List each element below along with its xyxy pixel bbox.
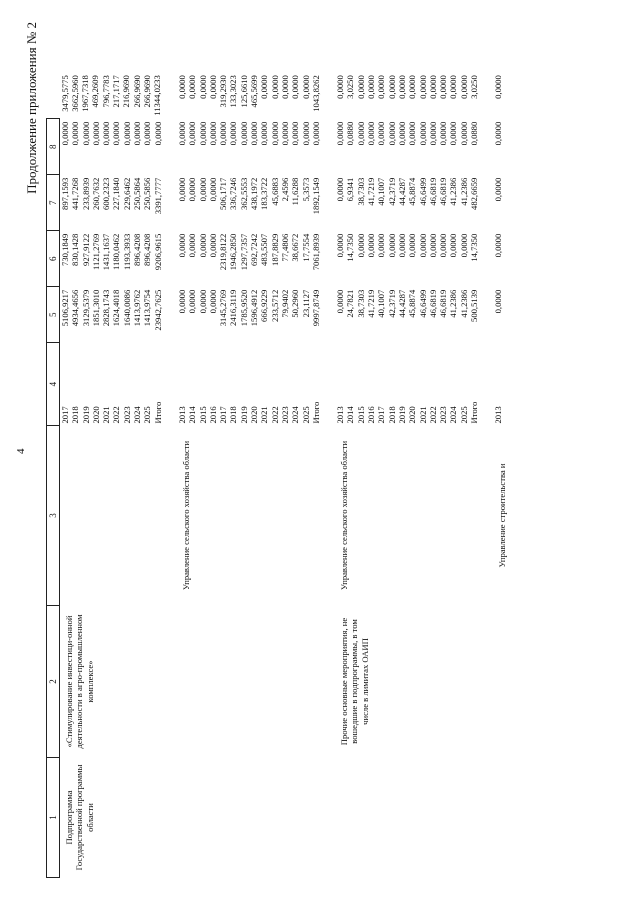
program-block — [493, 72, 507, 877]
total-amount-value: 233,5712 — [269, 289, 280, 322]
regional-budget-column — [493, 175, 507, 231]
total-amount-value: 46,6819 — [427, 289, 438, 318]
extra-budget-value: 3,0250 — [345, 75, 356, 99]
federal-budget-value: 0,0000 — [386, 233, 397, 258]
federal-budget-value: 187,8829 — [269, 233, 280, 266]
regional-budget-value: 0,0000 — [493, 177, 504, 202]
total-amount-value: 1640,0086 — [121, 289, 132, 327]
total-amount-column — [60, 287, 163, 399]
year-value: 2022 — [111, 406, 122, 424]
extra-budget-value: 0,0000 — [493, 75, 504, 99]
federal-budget-value: 0,0000 — [458, 233, 469, 258]
extra-budget-value: 0,0000 — [300, 75, 311, 99]
local-budget-value: 0,0000 — [60, 121, 70, 146]
federal-budget-value: 0,0000 — [448, 233, 459, 258]
extra-budget-value: 0,0000 — [259, 75, 270, 99]
local-budget-value: 0,0000 — [279, 121, 290, 146]
local-budget-value: 0,0000 — [310, 121, 321, 146]
year-value: 2017 — [60, 406, 70, 424]
federal-budget-value: 1121,2769 — [90, 233, 101, 270]
extra-budget-value: 216,9690 — [121, 75, 132, 108]
total-amount-value: 79,9402 — [279, 289, 290, 318]
local-budget-value: 0,0000 — [493, 121, 504, 146]
year-column — [493, 399, 507, 426]
extra-budget-value: 0,0000 — [197, 75, 208, 99]
responsible-executor-cell: Управление сельского хозяйства области — [339, 440, 350, 591]
regional-budget-value: 227,1840 — [111, 177, 122, 210]
total-amount-value: 42,3719 — [386, 289, 397, 318]
local-budget-value: 0,0000 — [80, 121, 91, 146]
extra-budget-value: 266,9690 — [141, 75, 152, 108]
local-budget-value: 0,0000 — [427, 121, 438, 146]
local-budget-value: 0,0000 — [458, 121, 469, 146]
federal-budget-value: 0,0000 — [335, 233, 346, 258]
regional-budget-value: 336,7246 — [228, 177, 239, 210]
year-value: 2020 — [407, 406, 418, 424]
responsible-executor-cell — [60, 426, 163, 606]
program-name-cell: Прочие основные мероприятия, не вошедшие в подпрограммы, в том числе в лимитах ОАИП — [339, 617, 370, 746]
regional-budget-value: 40,1007 — [376, 177, 387, 206]
total-amount-value: 4934,4656 — [70, 289, 81, 327]
extra-budget-value: 0,0000 — [176, 75, 187, 99]
local-budget-value: 0,0000 — [121, 121, 132, 146]
total-amount-value: 50,2960 — [290, 289, 301, 318]
year-value: 2019 — [396, 406, 407, 424]
total-amount-column — [335, 287, 479, 399]
local-budget-value: 0,0000 — [290, 121, 301, 146]
federal-budget-value: 927,9122 — [80, 233, 91, 266]
extra-budget-value: 0,0000 — [386, 75, 397, 99]
column-header: 4 — [47, 343, 60, 426]
federal-budget-value: 14,7350 — [345, 233, 356, 262]
extra-budget-value: 3,0250 — [468, 75, 479, 99]
regional-budget-value: 183,3722 — [259, 177, 270, 210]
total-amount-value: 1596,4912 — [249, 289, 260, 327]
federal-budget-column — [493, 231, 507, 287]
rotated-document-page — [10, 12, 630, 892]
federal-budget-column — [335, 231, 479, 287]
local-budget-value: 0,0000 — [355, 121, 366, 146]
regional-budget-value: 41,2386 — [448, 177, 459, 206]
year-value: 2023 — [279, 406, 290, 424]
year-value: 2015 — [355, 406, 366, 424]
federal-budget-value: 0,0000 — [438, 233, 449, 258]
total-amount-value: 1785,9520 — [238, 289, 249, 327]
regional-budget-value: 482,6659 — [468, 177, 479, 210]
column-header: 7 — [47, 175, 60, 231]
federal-budget-value: 14,7350 — [468, 233, 479, 262]
year-value: 2021 — [417, 406, 428, 424]
extra-budget-value: 125,6610 — [238, 75, 249, 108]
extra-budget-value: 217,1717 — [110, 75, 121, 108]
total-amount-value: 0,0000 — [176, 289, 187, 314]
program-block — [60, 72, 163, 877]
federal-budget-value: 692,7242 — [249, 233, 260, 266]
regional-budget-value: 229,6462 — [121, 177, 132, 210]
regional-budget-column — [177, 175, 321, 231]
extra-budget-value: 0,0000 — [448, 75, 459, 99]
column-header: 6 — [47, 231, 60, 287]
column-header: 8 — [47, 119, 60, 175]
responsible-executor-cell: Управление сельского хозяйства области — [180, 440, 191, 591]
local-budget-value: 0,0000 — [407, 121, 418, 146]
year-value: 2023 — [121, 406, 132, 424]
extra-budget-value: 3662,5960 — [69, 75, 80, 112]
year-value: 2022 — [427, 406, 438, 424]
federal-budget-value: 0,0000 — [417, 233, 428, 258]
total-amount-value: 2416,3119 — [228, 289, 239, 326]
year-value: 2014 — [345, 406, 356, 424]
total-amount-value: 41,7219 — [366, 289, 377, 318]
local-budget-value: 0,0000 — [238, 121, 249, 146]
federal-budget-column — [60, 231, 163, 287]
local-budget-value: 0,0000 — [142, 121, 153, 146]
federal-budget-value: 1946,2850 — [228, 233, 239, 271]
local-budget-value: 0,0000 — [249, 121, 260, 146]
regional-budget-value: 362,5553 — [238, 177, 249, 210]
local-budget-value: 0,0000 — [111, 121, 122, 146]
extra-budget-value: 0,0000 — [207, 75, 218, 99]
local-budget-value: 0,0000 — [132, 121, 143, 146]
block-spacer — [479, 72, 493, 877]
extra-budget-value: 133,3023 — [228, 75, 239, 108]
federal-budget-value: 896,4208 — [132, 233, 143, 266]
local-budget-value: 0,0000 — [300, 121, 311, 146]
local-budget-value: 0,0000 — [218, 121, 229, 146]
total-amount-value: 23942,7625 — [152, 289, 163, 331]
local-budget-value: 0,0000 — [438, 121, 449, 146]
year-value: 2024 — [132, 406, 143, 424]
local-budget-value: 0,0000 — [366, 121, 377, 146]
federal-budget-value: 1431,1637 — [101, 233, 112, 271]
year-value: 2020 — [90, 406, 101, 424]
year-value: 2024 — [448, 406, 459, 424]
total-amount-value: 46,6819 — [438, 289, 449, 318]
federal-budget-value: 7061,8939 — [310, 233, 321, 271]
local-budget-value: 0,0000 — [70, 121, 81, 146]
program-type-cell — [335, 758, 479, 878]
regional-budget-value: 6,9341 — [345, 177, 356, 202]
extra-budget-value: 0,0000 — [187, 75, 198, 99]
year-value: 2013 — [176, 406, 187, 424]
regional-budget-value: 2,4596 — [279, 177, 290, 202]
extra-budget-value: 0,0000 — [438, 75, 449, 99]
total-amount-value: 0,0000 — [187, 289, 198, 314]
year-column — [177, 399, 321, 426]
program-name-cell — [177, 606, 321, 758]
extra-budget-value: 0,0000 — [355, 75, 366, 99]
extra-budget-value: 469,2609 — [90, 75, 101, 108]
extra-budget-value: 0,0000 — [458, 75, 469, 99]
continuation-title: Продолжение приложения № 2 — [24, 22, 39, 194]
regional-budget-value: 1892,1549 — [310, 177, 321, 215]
total-amount-value: 1413,9762 — [132, 289, 143, 327]
program-block — [177, 72, 321, 877]
extra-budget-value: 0,0000 — [417, 75, 428, 99]
extra-budget-column — [335, 72, 479, 119]
local-budget-column — [493, 119, 507, 175]
extra-budget-value: 0,0000 — [376, 75, 387, 99]
federal-budget-value: 896,4208 — [142, 233, 153, 266]
year-value: 2024 — [290, 406, 301, 424]
total-amount-value: 500,5139 — [468, 289, 479, 322]
year-value: 2021 — [101, 406, 112, 424]
year-value: 2021 — [259, 406, 270, 424]
year-value: 2017 — [218, 406, 229, 424]
total-amount-value: 9997,8749 — [310, 289, 321, 327]
total-amount-value: 23,1127 — [300, 289, 311, 318]
federal-budget-value: 38,6672 — [290, 233, 301, 262]
regional-budget-value: 897,1593 — [60, 177, 70, 210]
total-amount-value: 0,0000 — [207, 289, 218, 314]
federal-budget-value: 0,0000 — [197, 233, 208, 258]
local-budget-value: 0,0000 — [197, 121, 208, 146]
block-spacer — [321, 72, 335, 877]
year-value: Итого — [152, 401, 163, 424]
federal-budget-value: 1193,3933 — [121, 233, 132, 270]
year-value: 2023 — [438, 406, 449, 424]
regional-budget-value: 260,7632 — [90, 177, 101, 210]
program-type-cell — [177, 758, 321, 878]
regional-budget-value: 41,2386 — [458, 177, 469, 206]
regional-budget-value: 0,0000 — [207, 177, 218, 202]
local-budget-value: 0,0000 — [448, 121, 459, 146]
regional-budget-value: 506,1717 — [218, 177, 229, 210]
year-value: 2015 — [197, 406, 208, 424]
regional-budget-value: 3391,7777 — [152, 177, 163, 215]
extra-budget-value: 0,0000 — [269, 75, 280, 99]
extra-budget-value: 266,9690 — [131, 75, 142, 108]
block-spacer — [163, 72, 177, 877]
regional-budget-value: 250,5856 — [142, 177, 153, 210]
extra-budget-value: 0,0000 — [427, 75, 438, 99]
year-value: Итого — [310, 401, 321, 424]
regional-budget-value: 0,0000 — [335, 177, 346, 202]
extra-budget-value: 0,0000 — [407, 75, 418, 99]
total-amount-value: 2828,1743 — [101, 289, 112, 327]
year-value: Итого — [468, 401, 479, 424]
extra-budget-column — [177, 72, 321, 119]
total-amount-value: 666,9229 — [259, 289, 270, 322]
local-budget-value: 0,0000 — [396, 121, 407, 146]
local-budget-value: 0,0000 — [207, 121, 218, 146]
year-value: 2018 — [70, 406, 81, 424]
extra-budget-value: 11344,0233 — [152, 75, 163, 116]
local-budget-value: 0,0000 — [187, 121, 198, 146]
extra-budget-value: 0,0000 — [290, 75, 301, 99]
federal-budget-value: 0,0000 — [176, 233, 187, 258]
local-budget-value: 0,0000 — [376, 121, 387, 146]
federal-budget-value: 830,1428 — [70, 233, 81, 266]
extra-budget-value: 465,5699 — [249, 75, 260, 108]
local-budget-column — [335, 119, 479, 175]
year-value: 2016 — [366, 406, 377, 424]
local-budget-value: 0,0000 — [90, 121, 101, 146]
year-value: 2018 — [228, 406, 239, 424]
year-value: 2013 — [493, 406, 504, 424]
local-budget-value: 0,0000 — [335, 121, 346, 146]
total-amount-value: 45,8874 — [407, 289, 418, 318]
regional-budget-value: 600,2323 — [101, 177, 112, 210]
federal-budget-value: 0,0000 — [366, 233, 377, 258]
regional-budget-value: 45,8874 — [407, 177, 418, 206]
total-amount-value: 5106,9217 — [60, 289, 70, 327]
page-number: 4 — [15, 448, 27, 454]
extra-budget-column — [493, 72, 507, 119]
regional-budget-value: 45,6883 — [269, 177, 280, 206]
federal-budget-value: 483,5507 — [259, 233, 270, 266]
program-type-cell: Подпрограмма Государственной программы области — [64, 764, 95, 871]
program-name-cell: «Стимулирование инвестици-онной деятельности в агро-промышленном комплексе» — [64, 614, 95, 749]
federal-budget-column — [177, 231, 321, 287]
regional-budget-value: 46,6819 — [427, 177, 438, 206]
regional-budget-value: 42,3719 — [386, 177, 397, 206]
extra-budget-value: 0,0000 — [396, 75, 407, 99]
total-amount-value: 0,0000 — [197, 289, 208, 314]
local-budget-value: 0,0000 — [269, 121, 280, 146]
federal-budget-value: 0,0000 — [355, 233, 366, 258]
regional-budget-value: 44,4287 — [396, 177, 407, 206]
federal-budget-value: 0,0000 — [396, 233, 407, 258]
federal-budget-value: 0,0000 — [376, 233, 387, 258]
regional-budget-column — [335, 175, 479, 231]
federal-budget-value: 0,0000 — [187, 233, 198, 258]
local-budget-value: 0,0000 — [152, 121, 163, 146]
program-type-cell — [493, 758, 507, 878]
total-amount-value: 3129,5379 — [80, 289, 91, 327]
year-value: 2019 — [80, 406, 91, 424]
column-header: 3 — [47, 426, 60, 606]
local-budget-value: 0,0000 — [386, 121, 397, 146]
regional-budget-value: 233,8939 — [80, 177, 91, 210]
federal-budget-value: 77,4806 — [279, 233, 290, 262]
column-header: 5 — [47, 287, 60, 343]
year-column — [60, 399, 163, 426]
total-amount-value: 1851,3010 — [90, 289, 101, 327]
regional-budget-value: 0,0000 — [197, 177, 208, 202]
year-value: 2025 — [300, 406, 311, 424]
total-amount-value: 44,4287 — [396, 289, 407, 318]
local-budget-value: 0,0000 — [101, 121, 112, 146]
year-value: 2018 — [386, 406, 397, 424]
extra-budget-value: 319,2930 — [218, 75, 229, 108]
local-budget-value: 0,0880 — [345, 121, 356, 146]
local-budget-column — [60, 119, 163, 175]
column-number-row — [47, 72, 60, 877]
total-amount-value: 1413,9754 — [142, 289, 153, 327]
total-amount-column — [177, 287, 321, 399]
federal-budget-value: 0,0000 — [427, 233, 438, 258]
total-amount-value: 24,7821 — [345, 289, 356, 318]
year-value: 2014 — [187, 406, 198, 424]
column-header: 2 — [47, 606, 60, 758]
year-value: 2016 — [207, 406, 218, 424]
year-value: 2019 — [238, 406, 249, 424]
extra-budget-column — [60, 72, 163, 119]
total-amount-value: 0,0000 — [493, 289, 504, 314]
local-budget-column — [177, 119, 321, 175]
year-value: 2017 — [376, 406, 387, 424]
program-name-cell — [493, 606, 507, 758]
federal-budget-value: 0,0000 — [493, 233, 504, 258]
total-amount-value: 46,6499 — [417, 289, 428, 318]
local-budget-value: 0,0000 — [228, 121, 239, 146]
year-value: 2020 — [249, 406, 260, 424]
extra-budget-value: 3479,5775 — [59, 75, 70, 112]
total-amount-value: 3145,2769 — [218, 289, 229, 327]
regional-budget-value: 38,7303 — [355, 177, 366, 206]
federal-budget-value: 1180,0462 — [111, 233, 122, 270]
program-block — [335, 72, 479, 877]
table-body — [60, 72, 508, 877]
extra-budget-value: 796,7783 — [100, 75, 111, 108]
federal-budget-value: 17,7554 — [300, 233, 311, 262]
regional-budget-column — [60, 175, 163, 231]
federal-budget-value: 1297,7357 — [238, 233, 249, 271]
extra-budget-value: 0,0000 — [279, 75, 290, 99]
federal-budget-value: 2319,8122 — [218, 233, 229, 271]
federal-budget-value: 730,1849 — [60, 233, 70, 266]
federal-budget-value: 9206,9615 — [152, 233, 163, 271]
total-amount-value: 1624,4018 — [111, 289, 122, 327]
column-header: 1 — [47, 758, 60, 878]
responsible-executor-cell: Управление строительства и — [497, 463, 508, 568]
local-budget-value: 0,0000 — [176, 121, 187, 146]
year-value: 2013 — [335, 406, 346, 424]
total-amount-value: 41,2386 — [458, 289, 469, 318]
extra-budget-value: 1967,7318 — [80, 75, 91, 112]
year-value: 2022 — [269, 406, 280, 424]
regional-budget-value: 41,7219 — [366, 177, 377, 206]
local-budget-value: 0,0000 — [259, 121, 270, 146]
total-amount-value: 40,1007 — [376, 289, 387, 318]
year-column — [335, 399, 479, 426]
federal-budget-value: 0,0000 — [407, 233, 418, 258]
extra-budget-value: 1043,8262 — [310, 75, 321, 112]
regional-budget-value: 46,6499 — [417, 177, 428, 206]
regional-budget-value: 438,1972 — [249, 177, 260, 210]
extra-budget-value: 0,0000 — [335, 75, 346, 99]
federal-budget-value: 0,0000 — [207, 233, 218, 258]
year-value: 2025 — [458, 406, 469, 424]
regional-budget-value: 0,0000 — [176, 177, 187, 202]
total-amount-value: 38,7303 — [355, 289, 366, 318]
budget-table — [46, 72, 508, 878]
local-budget-value: 0,0000 — [417, 121, 428, 146]
local-budget-value: 0,0880 — [468, 121, 479, 146]
total-amount-column — [493, 287, 507, 399]
regional-budget-value: 0,0000 — [187, 177, 198, 202]
regional-budget-value: 46,6819 — [438, 177, 449, 206]
regional-budget-value: 250,5864 — [132, 177, 143, 210]
total-amount-value: 0,0000 — [335, 289, 346, 314]
total-amount-value: 41,2386 — [448, 289, 459, 318]
year-value: 2025 — [142, 406, 153, 424]
extra-budget-value: 0,0000 — [366, 75, 377, 99]
regional-budget-value: 441,7268 — [70, 177, 81, 210]
regional-budget-value: 5,3573 — [300, 177, 311, 202]
regional-budget-value: 11,6288 — [290, 177, 301, 206]
